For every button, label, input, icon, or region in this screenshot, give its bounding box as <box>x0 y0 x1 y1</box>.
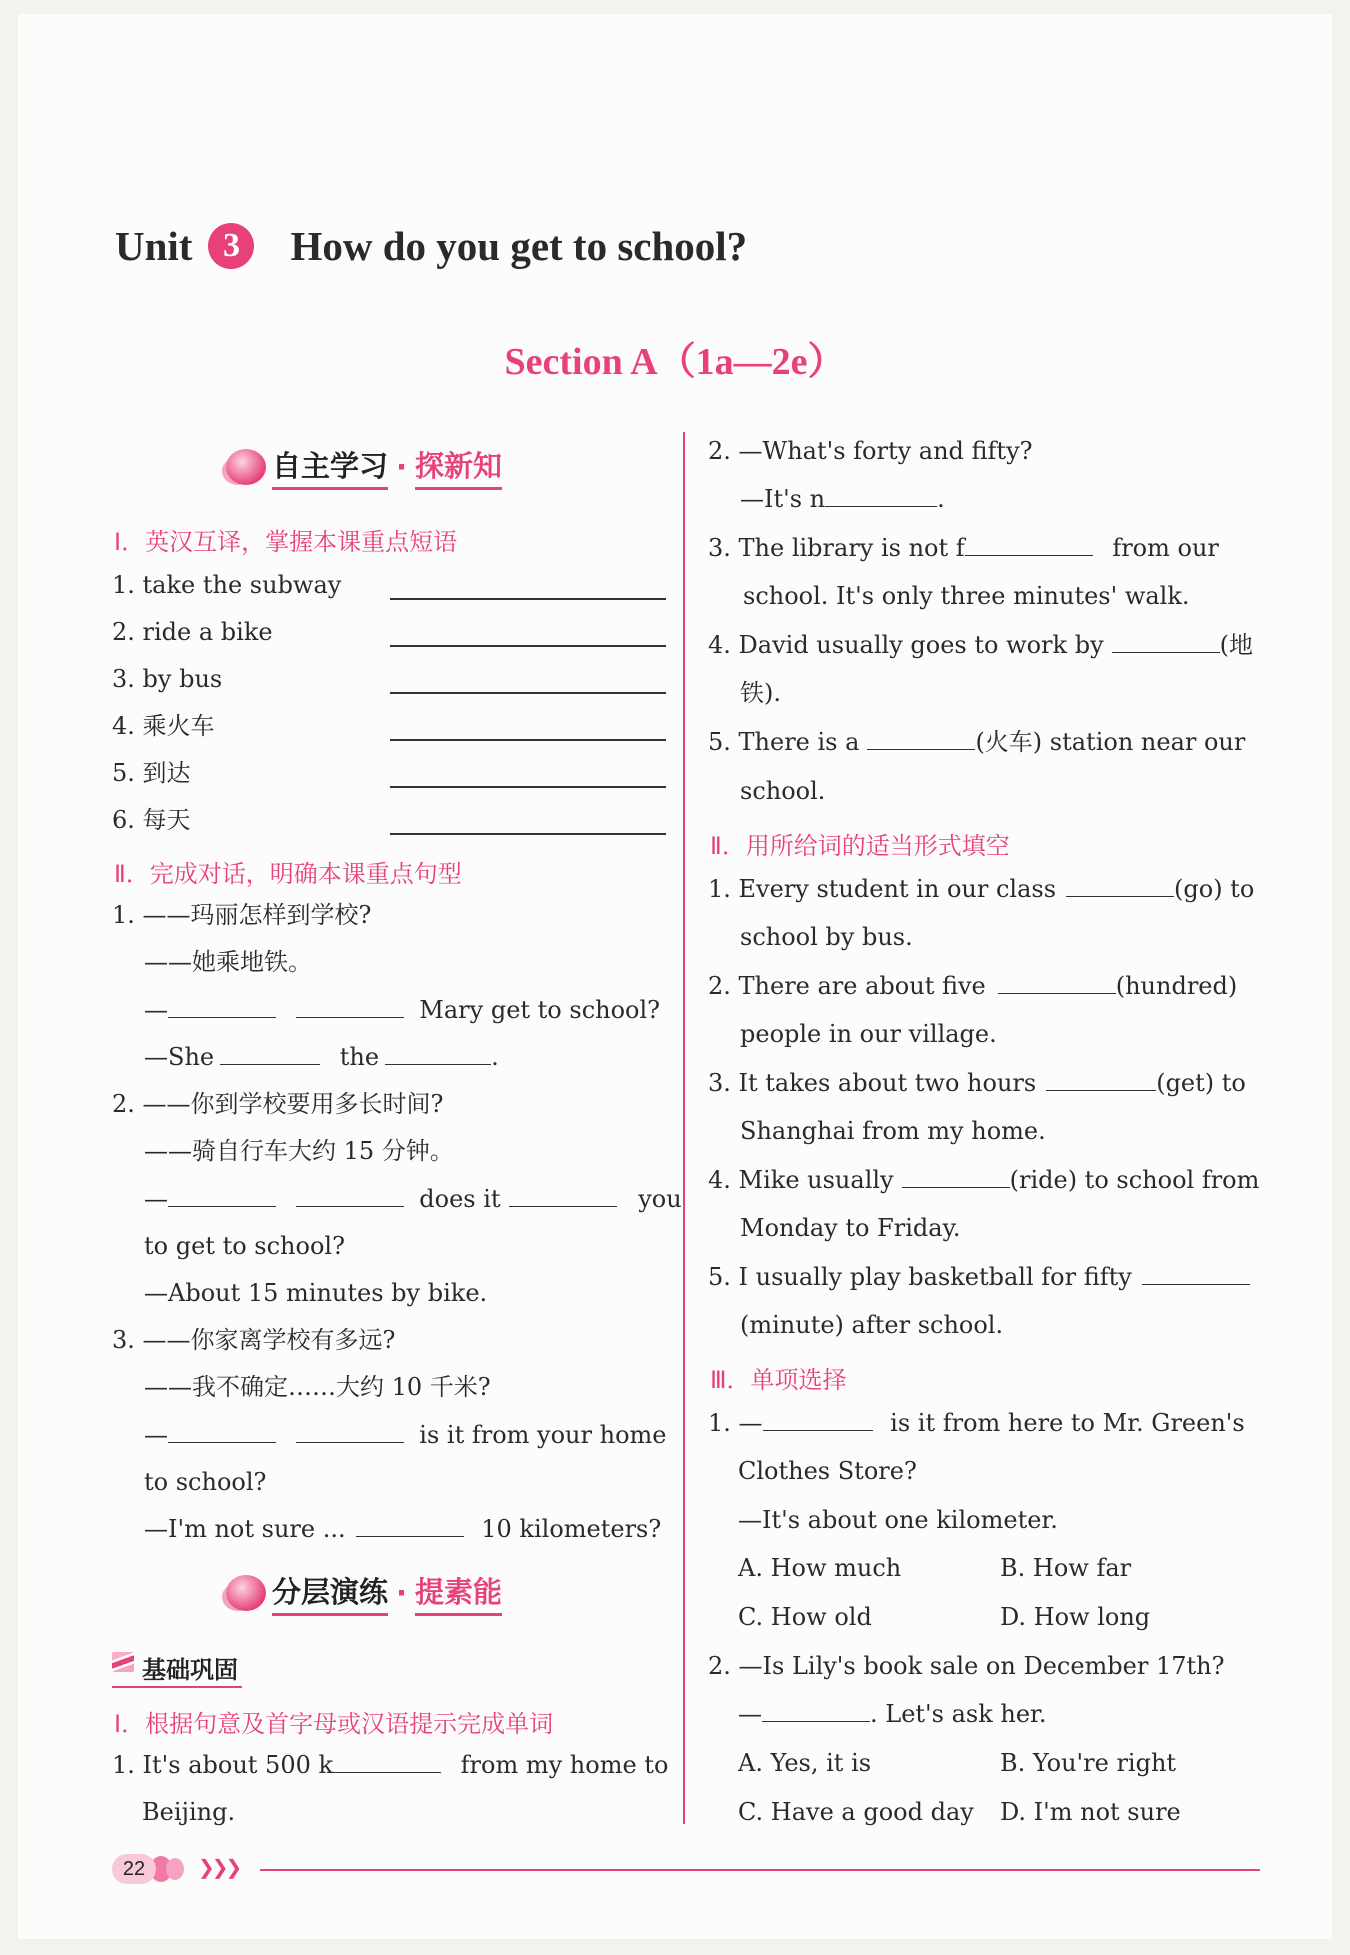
dialog-zh: 1. ——玛丽怎样到学校? <box>112 901 372 929</box>
dialog-zh: ——骑自行车大约 15 分钟。 <box>144 1137 454 1165</box>
option-b[interactable]: B. You're right <box>1000 1749 1177 1777</box>
blank[interactable] <box>168 1184 276 1207</box>
text: (地 <box>1219 631 1253 659</box>
exercise-line <box>738 1699 1047 1729</box>
blank[interactable] <box>296 1420 404 1443</box>
answer-line[interactable] <box>390 692 666 694</box>
exercise-line: 2. —What's forty and fifty? <box>708 437 1033 465</box>
unit-heading: How do you get to school? <box>290 223 748 269</box>
text: — <box>144 1185 168 1213</box>
exercise-line <box>708 971 1237 1001</box>
phrase-item: 1. take the subway <box>112 571 342 599</box>
text: from my home to <box>460 1751 669 1779</box>
section-title: Section A（1a—2e） <box>504 341 846 383</box>
phrase-item: 6. 每天 <box>112 806 191 834</box>
blank[interactable] <box>965 533 1093 556</box>
text: the <box>339 1043 380 1071</box>
option-c[interactable]: C. Have a good day <box>738 1798 974 1826</box>
text: 3. The library is not f <box>708 534 965 562</box>
option-c[interactable]: C. How old <box>738 1603 872 1631</box>
text: 10 kilometers? <box>481 1515 662 1543</box>
exercise-line: Beijing. <box>142 1798 236 1826</box>
bubble-decoration <box>166 1858 184 1880</box>
text: you <box>638 1185 682 1213</box>
blank[interactable] <box>902 1165 1010 1188</box>
right-part2-heading: Ⅱ．用所给词的适当形式填空 <box>710 832 1010 860</box>
exercise-line: school by bus. <box>740 923 913 951</box>
blank[interactable] <box>385 1042 491 1065</box>
text: —It's n <box>740 485 826 513</box>
footer-rule <box>260 1869 1260 1871</box>
text: — <box>144 1421 168 1449</box>
blank[interactable] <box>168 1420 276 1443</box>
label-text: 基础巩固 <box>112 1656 242 1688</box>
text: — <box>738 1700 762 1728</box>
text: . <box>937 485 945 513</box>
blank[interactable] <box>825 484 937 507</box>
exercise-line: school. <box>740 777 826 805</box>
phrase-item: 4. 乘火车 <box>112 712 215 740</box>
exercise-line <box>708 874 1254 904</box>
text: 1. Every student in our class <box>708 875 1057 903</box>
dialog-zh: ——她乘地铁。 <box>144 948 312 976</box>
answer-line[interactable] <box>390 833 666 835</box>
part1-heading: Ⅰ．英汉互译，掌握本课重点短语 <box>114 528 458 556</box>
option-d[interactable]: D. How long <box>1000 1603 1151 1631</box>
text: 4. Mike usually <box>708 1166 894 1194</box>
banner-part2: 探新知 <box>415 444 502 490</box>
text: —I'm not sure ... <box>144 1515 346 1543</box>
exercise-line: Monday to Friday. <box>740 1214 961 1242</box>
exercise-line: Clothes Store? <box>738 1457 917 1485</box>
blank[interactable] <box>296 995 404 1018</box>
dialog-en <box>144 1514 661 1544</box>
text: . Let's ask her. <box>870 1700 1047 1728</box>
exercise-line <box>708 727 1245 757</box>
banner-part1: 自主学习 <box>272 444 388 490</box>
page-number: 22 <box>112 1854 156 1884</box>
blank[interactable] <box>1066 874 1174 897</box>
banner-self-study <box>226 444 502 490</box>
exercise-line <box>708 1262 1250 1292</box>
unit-label: Unit <box>115 223 193 269</box>
column-divider <box>683 432 685 1824</box>
right-part3-heading: Ⅲ．单项选择 <box>710 1366 847 1394</box>
blank[interactable] <box>1112 630 1220 653</box>
basic-consolidation-label <box>112 1650 242 1685</box>
banner-part2: 提素能 <box>415 1570 502 1616</box>
exercise-line: 铁). <box>740 679 781 707</box>
dialog-zh: 3. ——你家离学校有多远? <box>112 1326 396 1354</box>
blank[interactable] <box>1142 1262 1250 1285</box>
text: 3. It takes about two hours <box>708 1069 1037 1097</box>
blank[interactable] <box>509 1184 617 1207</box>
exercise-line: Shanghai from my home. <box>740 1117 1046 1145</box>
phrase-item: 3. by bus <box>112 665 223 693</box>
blank[interactable] <box>356 1514 464 1537</box>
text: 4. David usually goes to work by <box>708 631 1104 659</box>
banner-sep: · <box>396 1576 408 1610</box>
dialog-en: to get to school? <box>144 1232 345 1260</box>
book-icon <box>112 1652 134 1672</box>
blank[interactable] <box>763 1408 873 1431</box>
exercise-line <box>708 1068 1246 1098</box>
exercise-line: —It's about one kilometer. <box>738 1506 1058 1534</box>
ball-icon <box>226 449 266 485</box>
ball-icon <box>226 1575 266 1611</box>
text: . <box>491 1043 499 1071</box>
text: is it from here to Mr. Green's <box>890 1409 1245 1437</box>
text: (火车) station near our <box>975 728 1246 756</box>
blank[interactable] <box>220 1042 320 1065</box>
text: 1. — <box>708 1409 763 1437</box>
exercise-line: 2. —Is Lily's book sale on December 17th? <box>708 1652 1225 1680</box>
dialog-zh: ——我不确定……大约 10 千米? <box>144 1373 491 1401</box>
text: — <box>144 996 168 1024</box>
answer-line[interactable] <box>390 786 666 788</box>
option-a[interactable]: A. How much <box>738 1554 902 1582</box>
text: is it from your home <box>419 1421 667 1449</box>
ex1-heading: Ⅰ．根据句意及首字母或汉语提示完成单词 <box>114 1710 554 1738</box>
exercise-line <box>708 1165 1259 1195</box>
text: 5. I usually play basketball for fifty <box>708 1263 1132 1291</box>
blank[interactable] <box>867 727 975 750</box>
dialog-en: —About 15 minutes by bike. <box>144 1279 488 1307</box>
blank[interactable] <box>1046 1068 1156 1091</box>
blank[interactable] <box>762 1699 870 1722</box>
blank[interactable] <box>998 971 1116 994</box>
exercise-line: (minute) after school. <box>740 1311 1004 1339</box>
unit-title <box>115 222 747 270</box>
phrase-item: 5. 到达 <box>112 759 191 787</box>
dialog-en <box>144 1042 499 1072</box>
dialog-en <box>144 1184 682 1214</box>
banner-practice <box>226 1570 502 1616</box>
exercise-line <box>708 630 1253 660</box>
banner-part1: 分层演练 <box>272 1570 388 1616</box>
answer-line[interactable] <box>390 645 666 647</box>
blank[interactable] <box>333 1750 441 1773</box>
dialog-zh: 2. ——你到学校要用多长时间? <box>112 1090 444 1118</box>
text: (go) to <box>1174 875 1255 903</box>
exercise-line: people in our village. <box>740 1020 997 1048</box>
option-b[interactable]: B. How far <box>1000 1554 1132 1582</box>
answer-line[interactable] <box>390 598 666 600</box>
exercise-line: school. It's only three minutes' walk. <box>743 582 1190 610</box>
option-a[interactable]: A. Yes, it is <box>738 1749 872 1777</box>
text: (ride) to school from <box>1009 1166 1260 1194</box>
unit-number-badge: 3 <box>208 223 254 269</box>
phrase-item: 2. ride a bike <box>112 618 273 646</box>
text: Mary get to school? <box>419 996 661 1024</box>
blank[interactable] <box>296 1184 404 1207</box>
text: 1. It's about 500 k <box>112 1751 334 1779</box>
dialog-en <box>144 995 660 1025</box>
text: does it <box>419 1185 501 1213</box>
blank[interactable] <box>168 995 276 1018</box>
option-d[interactable]: D. I'm not sure <box>1000 1798 1181 1826</box>
banner-sep: · <box>396 450 408 484</box>
exercise-line <box>112 1750 668 1780</box>
exercise-line <box>708 533 1219 563</box>
text: (get) to <box>1156 1069 1246 1097</box>
answer-line[interactable] <box>390 739 666 741</box>
exercise-line <box>708 1408 1245 1438</box>
text: —She <box>144 1043 215 1071</box>
dialog-en <box>144 1420 666 1450</box>
arrows-icon: ❯❯❯ <box>198 1855 240 1879</box>
part2-heading: Ⅱ．完成对话，明确本课重点句型 <box>114 860 462 888</box>
text: from our <box>1112 534 1219 562</box>
dialog-en: to school? <box>144 1468 267 1496</box>
exercise-line <box>740 484 945 514</box>
text: (hundred) <box>1115 972 1238 1000</box>
text: 2. There are about five <box>708 972 986 1000</box>
text: 5. There is a <box>708 728 860 756</box>
